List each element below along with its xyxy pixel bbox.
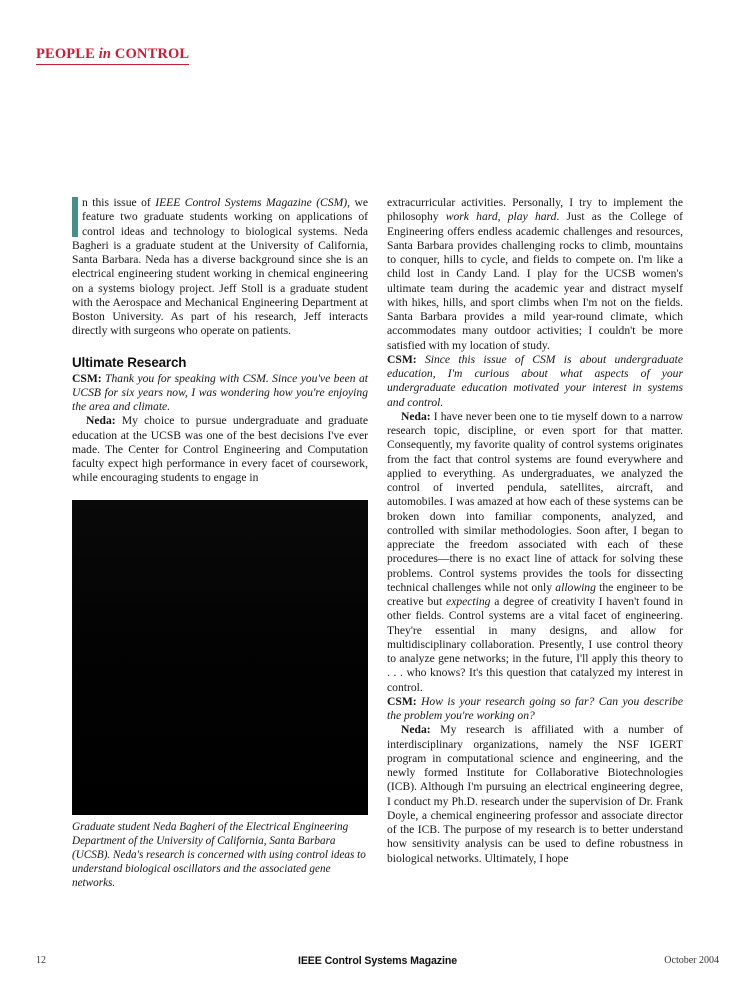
dropcap-letter-i [72, 197, 78, 237]
answer-2 [387, 410, 683, 695]
page-footer [36, 955, 719, 971]
page-number: 12 [36, 955, 46, 966]
intro-text-a: n this issue of [82, 196, 156, 209]
question-1 [72, 372, 368, 415]
running-head-part1: PEOPLE [36, 46, 99, 62]
speaker-label-neda: Neda: [86, 414, 116, 428]
figure-neda-bagheri [72, 500, 368, 891]
answer-3-text: My research is affiliated with a number of interdisciplinary organizations, namely the NSF IGERT program in computational science and engineering, and the newly formed Institute for Collaborative Biotechnologies (ICB). Although I'm pursuing an electrical engineering degree, I conduct my Ph.D. research under the supervision of Dr. Frank Doyle, a chemical engineering professor and associate director of the ICB. The purpose of my research is to better understand how sensitivity analysis can be used to define robustness in biological networks. Ultimately, I hope [387, 723, 683, 865]
answer-1-cont-text-b: . Just as the College of Engineering offers endless academic challenges and resources, Santa Barbara provides challenging rocks to climb, mountains to conquer, hills to cycle, and fields to compete on. I'm like a child lost in Candy Land. I play for the UCSB women's ultimate team during the academic year and distract myself with hikes, hills, and sport climbs when I'm not on the fields. Santa Barbara provides a mild year-round climate, which accommodates many outdoor activities; I couldn't be more satisfied with my location of study. [387, 210, 683, 352]
answer-2-text-c: a degree of creativity I haven't found in other fields. Control systems are a vital facet of engineering. They're essential in many designs, and allow for multidisciplinary collaboration. Presently, I use control theory to analyze gene networks; in the future, I'll apply this theory to . . . who knows? It's this question that catalyzed my interest in control. [387, 595, 683, 694]
answer-2-text-a: I have never been one to tie myself down to a narrow research topic, discipline, or even sport for that matter. Consequently, my favorite quality of control systems originates from the fact that control systems are found everywhere and applied to everything. As undergraduates, we analyzed the control of inverted pendula, satellites, aircraft, and automobiles. I was amazed at how each of these systems can be broken down into familiar components, analyzed, and controlled with similar methodologies. Soon after, I began to appreciate the freedom associated with each of these procedures—there is no exact line of attack for solving these problems. Control systems provides the tools for dissecting technical challenges while not only [387, 409, 683, 594]
speaker-label-neda: Neda: [401, 409, 431, 423]
answer-1 [72, 414, 368, 485]
speaker-label-csm: CSM: [387, 352, 417, 366]
question-2 [387, 353, 683, 410]
question-2-text: Since this issue of CSM is about undergraduate education, I'm curious about what aspects of your undergraduate education motivated your interest in systems and control. [387, 352, 683, 409]
running-head-part2: CONTROL [111, 46, 190, 62]
magazine-title: IEEE Control Systems Magazine [298, 955, 457, 967]
answer-1-cont-text-a: extracurricular activities. Personally, I try to implement the philosophy [387, 196, 683, 224]
column-right [387, 196, 683, 866]
question-3-text: How is your research going so far? Can you describe the problem you're working on? [387, 694, 683, 722]
speaker-label-neda: Neda: [401, 723, 431, 737]
running-head-emphasis: in [98, 46, 112, 62]
answer-2-emphasis-expecting: expecting [446, 595, 491, 608]
issue-date: October 2004 [664, 955, 719, 966]
speaker-label-csm: CSM: [387, 694, 417, 708]
section-heading-ultimate-research: Ultimate Research [72, 354, 187, 370]
question-1-text: Thank you for speaking with CSM. Since you've been at UCSB for six years now, I was wondering how you're enjoying the area and climate. [72, 371, 368, 413]
article-body [72, 196, 683, 936]
column-left [72, 196, 368, 891]
answer-2-emphasis-allowing: allowing [555, 580, 596, 594]
running-head-text [36, 46, 189, 62]
heading-spacer [72, 339, 368, 355]
answer-3 [387, 723, 683, 866]
running-head [36, 46, 189, 65]
intro-magazine-name: IEEE Control Systems Magazine (CSM) [155, 196, 348, 209]
intro-text-b: , we feature two graduate students working on applications of control ideas and technology to biological systems. Neda Bagheri is a graduate student at the University of California, Santa Barbara. Neda has a diverse background since she is an electrical engineering student working in chemical engineering on a systems biology project. Jeff Stoll is a graduate student with the Aerospace and Mechanical Engineering Department at Boston University. As part of his research, Jeff interacts directly with surgeons who operate on patients. [72, 196, 368, 338]
photograph-of-neda-bagheri [72, 500, 368, 815]
question-3 [387, 695, 683, 724]
answer-1-continued [387, 196, 683, 353]
answer-1-cont-emphasis: work hard, play hard [445, 210, 557, 224]
intro-paragraph [72, 196, 368, 339]
answer-1-text: My choice to pursue undergraduate and graduate education at the UCSB was one of the best decisions I've ever made. The Center for Control Engineering and Computation faculty expect high performance in every facet of coursework, while encouraging students to engage in [72, 414, 368, 485]
figure-caption: Graduate student Neda Bagheri of the Electrical Engineering Department of the University of California, Santa Barbara (UCSB). Neda's research is concerned with using control ideas to understand biological oscillators and the associated gene networks. [72, 820, 366, 890]
answer-2-text-b: the engineer to be creative but [387, 580, 683, 608]
speaker-label-csm: CSM: [72, 371, 102, 385]
